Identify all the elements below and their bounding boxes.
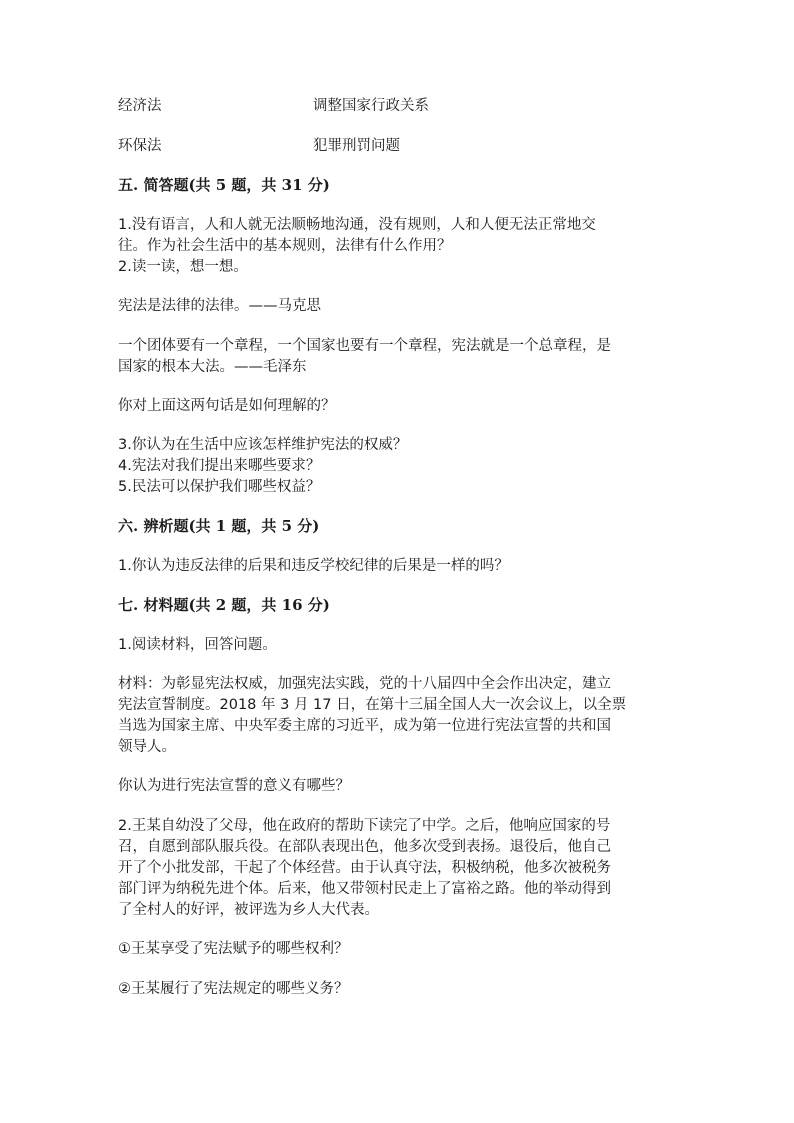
- s5-q1-line2: 往。作为社会生活中的基本规则，法律有什么作用？: [118, 238, 452, 254]
- material-line4: 领导人。: [118, 739, 176, 755]
- s7-q2-line2: 召，自愿到部队服兵役。在部队表现出色，他多次受到表扬。退役后，他自己: [118, 839, 611, 855]
- s5-q3: 3.你认为在生活中应该怎样维护宪法的权威？: [118, 437, 408, 453]
- quote-mao-line2: 国家的根本大法。——毛泽东: [118, 359, 307, 375]
- match-row: [118, 96, 162, 116]
- match-left: 环保法: [118, 138, 162, 154]
- match-left: 经济法: [118, 98, 162, 114]
- s7-q1-ask: 你认为进行宪法宣誓的意义有哪些？: [118, 778, 350, 794]
- s7-q2-line4: 部门评为纳税先进个体。后来，他又带领村民走上了富裕之路。他的举动得到: [118, 881, 611, 897]
- s7-q2-line1: 2.王某自幼没了父母，他在政府的帮助下读完了中学。之后，他响应国家的号: [118, 818, 611, 834]
- match-right: 调整国家行政关系: [313, 98, 429, 114]
- material-line2: 宪法宣誓制度。2018 年 3 月 17 日，在第十三届全国人大一次会议上，以全票: [118, 697, 627, 713]
- quote-mao-line1: 一个团体要有一个章程，一个国家也要有一个章程，宪法就是一个总章程，是: [118, 338, 611, 354]
- s5-q1-line1: 1.没有语言，人和人就无法顺畅地沟通，没有规则，人和人便无法正常地交: [118, 217, 596, 233]
- s5-q2-ask: 你对上面这两句话是如何理解的？: [118, 398, 336, 414]
- s7-q2-line3: 开了个小批发部，干起了个体经营。由于认真守法，积极纳税，他多次被税务: [118, 860, 611, 876]
- section6-heading: 六. 辨析题(共 1 题，共 5 分): [118, 517, 320, 535]
- material-line3: 当选为国家主席、中央军委主席的习近平，成为第一位进行宪法宣誓的共和国: [118, 718, 611, 734]
- s7-q2-sub1: ①王某享受了宪法赋予的哪些权利？: [118, 941, 349, 957]
- s7-q1: 1.阅读材料，回答问题。: [118, 637, 277, 653]
- quote-marx: 宪法是法律的法律。——马克思: [118, 298, 321, 314]
- match-right: 犯罪刑罚问题: [313, 138, 400, 154]
- material-line1: 材料：为彰显宪法权威，加强宪法实践，党的十八届四中全会作出决定，建立: [118, 676, 611, 692]
- match-row: [118, 136, 162, 156]
- s5-q4: 4.宪法对我们提出来哪些要求？: [118, 458, 321, 474]
- section7-heading: 七. 材料题(共 2 题，共 16 分): [118, 596, 330, 614]
- s5-q5: 5.民法可以保护我们哪些权益？: [118, 479, 321, 495]
- s6-q1: 1.你认为违反法律的后果和违反学校纪律的后果是一样的吗？: [118, 558, 509, 574]
- s7-q2-line5: 了全村人的好评，被评选为乡人大代表。: [118, 902, 379, 918]
- s7-q2-sub2: ②王某履行了宪法规定的哪些义务？: [118, 981, 349, 997]
- section5-heading: 五. 简答题(共 5 题，共 31 分): [118, 176, 330, 194]
- s5-q2: 2.读一读，想一想。: [118, 259, 248, 275]
